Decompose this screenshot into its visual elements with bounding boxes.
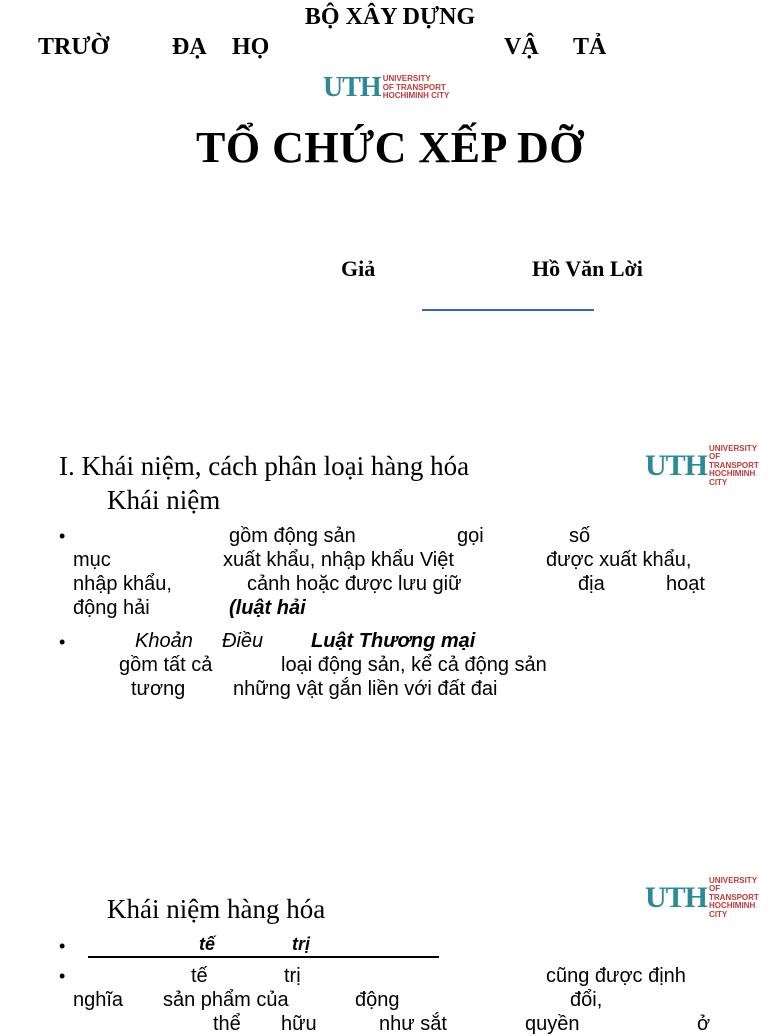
body-text: địa [578,573,605,595]
body-text-emphasis: trị [292,934,310,954]
uth-logo-line: UNIVERSITY [382,74,431,84]
body-text-emphasis: (luật hải [229,597,306,619]
body-text: hoạt [666,573,705,595]
bullet-marker: • [59,632,66,652]
uth-logo-line: OF TRANSPORT [382,82,446,92]
school-name-part: HỌ [232,34,270,60]
uth-logo-text [383,75,450,100]
uth-logo-line: UNIVERSITY [709,876,758,885]
uth-logo-line: HOCHIMINH CITY [709,901,756,919]
bullet-marker: • [59,526,66,546]
author-name: Hồ Văn Lời [532,256,643,281]
uth-logo-mark: UTH [645,880,708,914]
uth-logo-mark: UTH [645,448,708,482]
bullet-marker: • [59,936,66,956]
section-subheading: Khái niệm [107,485,221,515]
body-text: động [355,989,400,1011]
ministry-name: BỘ XÂY DỰNG [304,4,476,30]
body-text: xuất khẩu, nhập khẩu Việt [223,549,454,571]
uth-logo-line: OF TRANSPORT [709,452,759,470]
body-text: mục [73,549,111,571]
uth-logo-line: UNIVERSITY [709,444,758,453]
author-underline [422,309,594,311]
underline-rule [88,956,439,958]
body-text-italic: Khoản [135,630,193,652]
body-text: đổi, [570,989,603,1011]
body-text: hữu [281,1013,317,1035]
uth-logo [645,445,768,487]
body-text: gồm tất cả [119,654,213,676]
body-text: những vật gắn liền với đất đai [233,678,498,700]
section-heading: Khái niệm hàng hóa [107,894,326,924]
document-title: TỔ CHỨC XẾP DỠ [196,123,584,172]
body-text: quyền [525,1013,580,1035]
body-text: số [569,525,591,547]
bullet-marker: • [59,966,66,986]
body-text: cũng được định [546,965,686,987]
body-text: ở [697,1013,711,1035]
body-text: như sắt [379,1013,447,1035]
body-text-emphasis: Luật Thương mại [311,630,476,652]
body-text: được xuất khẩu, [546,549,692,571]
uth-logo-line: OF TRANSPORT [709,884,759,902]
school-name-part: VẬ [504,34,539,60]
body-text: sản phẩm của [163,989,289,1011]
body-text: động hải [73,597,150,619]
body-text: tế [191,965,208,987]
uth-logo [645,877,768,919]
body-text: tương [131,678,186,700]
body-text: nghĩa [73,989,124,1011]
uth-logo-mark: UTH [323,72,381,103]
uth-logo-text [709,445,768,487]
uth-logo-text [709,877,768,919]
school-name-part: TẢ [573,34,607,60]
author-label: Giả [341,256,376,281]
body-text: loại động sản, kể cả động sản [281,654,547,676]
uth-logo [323,74,449,102]
section-heading: I. Khái niệm, cách phân loại hàng hóa [59,451,470,481]
body-text: nhập khẩu, [73,573,172,595]
body-text: gọi [457,525,484,547]
body-text: cảnh hoặc được lưu giữ [247,573,462,595]
body-text: thể [213,1013,241,1035]
uth-logo-line: HOCHIMINH CITY [382,91,450,101]
uth-logo-line: HOCHIMINH CITY [709,469,756,487]
body-text: trị [284,965,301,987]
body-text-emphasis: tế [199,934,216,954]
school-name-part: ĐẠ [172,34,207,60]
body-text-italic: Điều [222,630,264,652]
school-name-part: TRƯỜ [38,34,110,60]
body-text: gồm động sản [229,525,356,547]
